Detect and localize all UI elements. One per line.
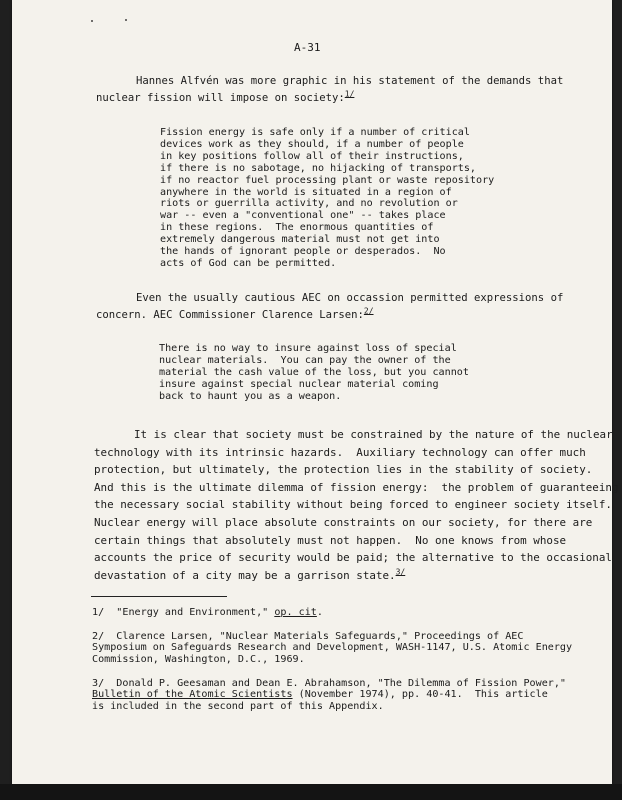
intro-paragraph-2	[136, 291, 563, 307]
body-line: technology with its intrinsic hazards. Auxiliary technology can offer much	[94, 445, 586, 459]
body-line: the necessary social stability without being forced to engineer society itself.	[94, 498, 612, 512]
footnote-ref-3[interactable]: 3/	[395, 567, 406, 577]
footnote-2	[92, 631, 572, 665]
footnote-2-line1: Clarence Larsen, "Nuclear Materials Safeguards," Proceedings of AEC	[104, 631, 524, 642]
body-line: accounts the price of security would be paid; the alternative to the occasional	[94, 551, 612, 565]
quote-1-line: if there is no sabotage, no hijacking of transports,	[160, 162, 477, 174]
quote-1-line: riots or guerrilla activity, and no revolution or	[160, 198, 458, 210]
quote-1-line: Fission energy is safe only if a number of critical	[160, 127, 470, 138]
intro2-line2: concern. AEC Commissioner Clarence Larsen:	[96, 309, 364, 321]
scan-bottom-edge	[0, 784, 622, 800]
dust-speck	[125, 19, 127, 21]
footnote-2-line2: Symposium on Safeguards Research and Development, WASH-1147, U.S. Atomic Energy	[92, 642, 573, 654]
page-number: A-31	[294, 41, 321, 54]
quote-1-line: in these regions. The enormous quantities of	[160, 222, 434, 234]
footnote-3-journal: Bulletin of the Atomic Scientists	[92, 689, 293, 701]
block-quote-2	[159, 343, 469, 403]
body-last-line	[94, 567, 619, 585]
footnote-1-text: "Energy and Environment,"	[104, 607, 275, 618]
intro2-line1: Even the usually cautious AEC on occassion permitted expressions of	[136, 292, 564, 304]
quote-1-line: in key positions follow all of their instructions,	[160, 150, 464, 162]
footnote-1-cite: op. cit	[274, 607, 317, 618]
block-quote-1	[160, 127, 494, 270]
footnote-3-marker: 3/	[92, 678, 105, 689]
footnote-3-line2: (November 1974), pp. 40-41. This article	[292, 689, 548, 701]
quote-1-line: anywhere in the world is situated in a region of	[160, 186, 452, 198]
quote-1-line: devices work as they should, if a number of people	[160, 138, 464, 150]
intro-paragraph-2-cont	[96, 308, 374, 324]
quote-1-line: extremely dangerous material must not get into	[160, 234, 440, 246]
intro-paragraph-1	[136, 74, 563, 90]
footnote-1-end: .	[316, 607, 323, 618]
body-paragraph	[94, 426, 619, 584]
intro-paragraph-1-cont	[96, 91, 354, 107]
quote-2-line: nuclear materials. You can pay the owner of the	[159, 354, 451, 366]
dust-speck	[91, 20, 93, 22]
footnote-ref-1[interactable]: 1/	[344, 89, 355, 99]
body-last-line-text: devastation of a city may be a garrison state.	[94, 568, 396, 582]
quote-2-line: There is no way to insure against loss of special	[159, 343, 457, 354]
footnote-ref-2[interactable]: 2/	[363, 306, 374, 316]
footnote-3-line3: is included in the second part of this Appendix.	[92, 700, 384, 712]
body-line: certain things that absolutely must not happen. No one knows from whose	[94, 533, 567, 547]
quote-2-line: back to haunt you as a weapon.	[159, 390, 342, 402]
quote-1-line: the hands of ignorant people or desperados. No	[160, 246, 446, 258]
body-line: protection, but ultimately, the protection lies in the stability of society.	[94, 463, 593, 477]
footnote-2-line3: Commission, Washington, D.C., 1969.	[92, 653, 305, 665]
quote-2-line: material the cash value of the loss, but you cannot	[159, 366, 469, 378]
footnote-2-marker: 2/	[92, 631, 105, 642]
intro1-line2: nuclear fission will impose on society:	[96, 92, 345, 104]
document-page	[12, 0, 619, 784]
body-line: And this is the ultimate dilemma of fission energy: the problem of guaranteeing	[94, 480, 619, 494]
body-line: It is clear that society must be constrained by the nature of the nuclear	[134, 428, 613, 441]
footnote-divider	[91, 596, 227, 597]
quote-1-line: if no reactor fuel processing plant or waste repository	[160, 174, 495, 186]
footnote-3-line1: Donald P. Geesaman and Dean E. Abrahamson, "The Dilemma of Fission Power,"	[104, 678, 567, 689]
quote-1-line: war -- even a "conventional one" -- takes place	[160, 210, 446, 222]
intro1-line1: Hannes Alfvén was more graphic in his statement of the demands that	[136, 75, 564, 87]
footnote-1	[92, 607, 323, 618]
body-line: Nuclear energy will place absolute constraints on our society, for there are	[94, 515, 593, 529]
quote-2-line: insure against special nuclear material coming	[159, 378, 439, 390]
quote-1-line: acts of God can be permitted.	[160, 257, 337, 269]
footnote-3	[92, 678, 566, 712]
footnote-1-marker: 1/	[92, 607, 105, 618]
